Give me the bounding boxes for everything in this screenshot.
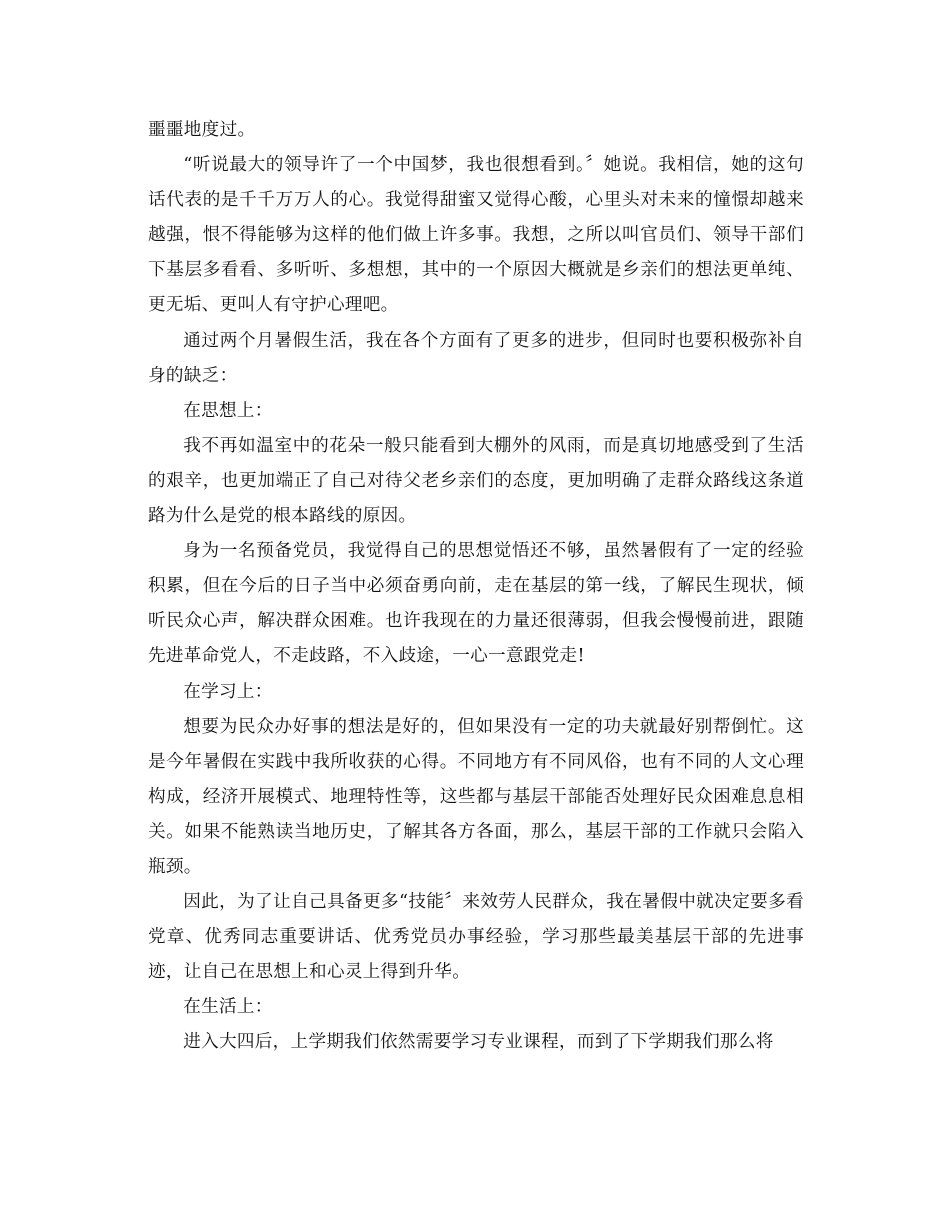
paragraph-summer-progress: 通过两个月暑假生活，我在各个方面有了更多的进步，但同时也要积极弥补自身的缺乏： <box>148 330 804 386</box>
paragraph-greenhouse-flower: 我不再如温室中的花朵一般只能看到大棚外的风雨，而是真切地感受到了生活的艰辛，也更加端正了自己对待父老乡亲们的态度，更加明确了走群众路线这条道路为什么是党的根本路线的原因。 <box>148 435 804 527</box>
section-heading-life: 在生活上： <box>183 997 273 1018</box>
section-heading-study: 在学习上： <box>183 681 273 702</box>
paragraph-skills: 因此，为了让自己具备更多“技能〞来效劳人民群众，我在暑假中就决定要多看党章、优秀同志重要讲话、优秀党员办事经验，学习那些最美基层干部的先进事迹，让自己在思想上和心灵上得到升华。 <box>148 892 804 983</box>
paragraph-probationary-member: 身为一名预备党员，我觉得自己的思想觉悟还不够，虽然暑假有了一定的经验积累，但在今后的日子当中必须奋勇向前，走在基层的第一线，了解民生现状，倾听民众心声，解决群众困难。也许我现在的力量还很薄弱，但我会慢慢前进，跟随先进革命党人，不走歧路，不入歧途，一心一意跟党走! <box>148 541 804 667</box>
section-heading-thought: 在思想上： <box>183 400 273 421</box>
paragraph-continuation: 噩噩地度过。 <box>148 120 256 140</box>
paragraph-serve-people: 想要为民众办好事的想法是好的，但如果没有一定的功夫就最好别帮倒忙。这是今年暑假在实践中我所收获的心得。不同地方有不同风俗，也有不同的人文心理构成，经济开展模式、地理特性等，这些都与基层干部能否处理好民众困难息息相关。如果不能熟读当地历史，了解其各方各面，那么，基层干部的工作就只会陷入瓶颈。 <box>148 716 804 877</box>
paragraph-chinese-dream: “听说最大的领导许了一个中国梦，我也很想看到。〞她说。我相信，她的这句话代表的是千千万万人的心。我觉得甜蜜又觉得心酸，心里头对未来的憧憬却越来越强，恨不得能够为这样的他们做上许多事。我想，之所以叫官员们、领导干部们下基层多看看、多听听、多想想，其中的一个原因大概就是乡亲们的想法更单纯、更无垢、更叫人有守护心理吧。 <box>148 155 804 316</box>
paragraph-senior-year: 进入大四后，上学期我们依然需要学习专业课程，而到了下学期我们那么将 <box>183 1032 774 1053</box>
document-body <box>148 113 804 1061</box>
